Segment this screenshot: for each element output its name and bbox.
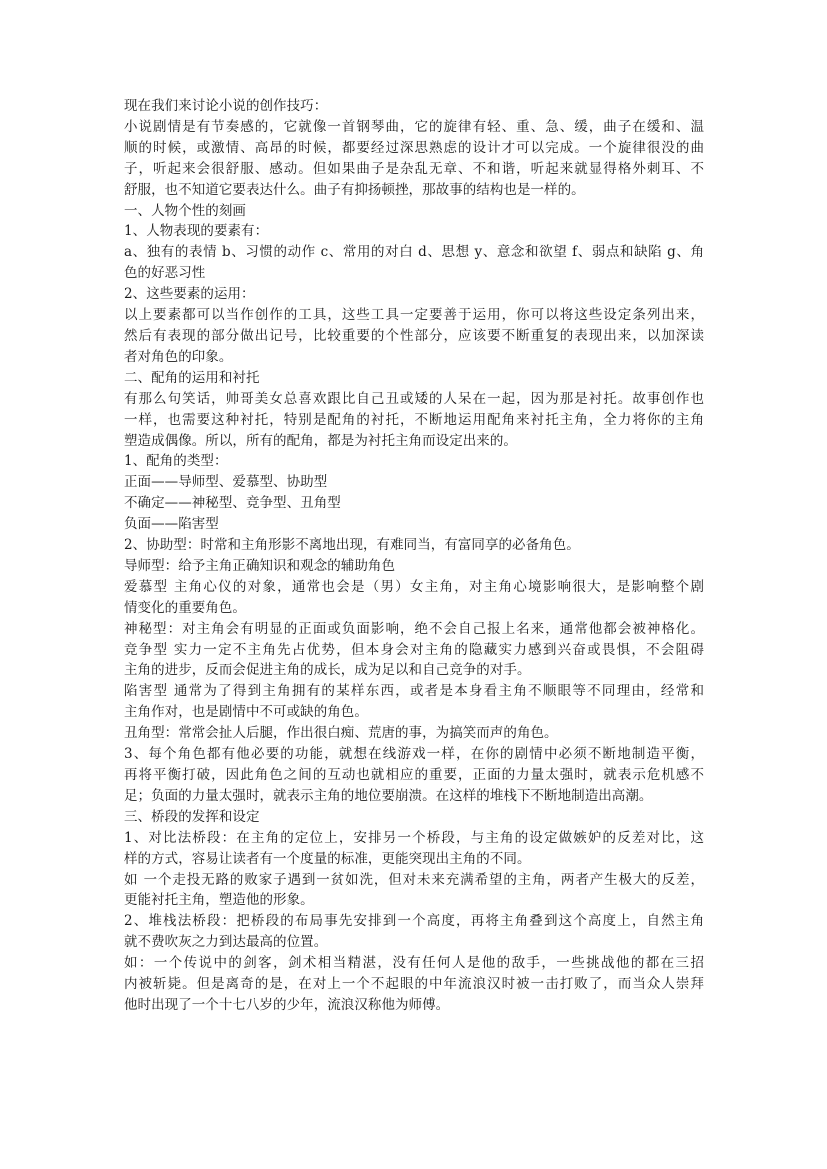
document-body [124, 96, 704, 1016]
text-line: 塑造成偶像。所以，所有的配角，都是为衬托主角而设定出来的。 [124, 432, 517, 449]
text-line: 不确定——神秘型、竞争型、丑角型 [124, 495, 341, 512]
text-line: 有那么句笑话，帅哥美女总喜欢跟比自己丑或矮的人呆在一起，因为那是衬托。故事创作也 [124, 390, 704, 407]
text-line: 就不费吹灰之力到达最高的位置。 [124, 934, 328, 951]
text-line: 神秘型：对主角会有明显的正面或负面影响，绝不会自己报上名来，通常他都会被神格化。 [124, 620, 704, 637]
text-line: 子，听起来会很舒服、感动。但如果曲子是杂乱无章、不和谐，听起来就显得格外刺耳、不 [124, 160, 704, 177]
text-line: 2、这些要素的运用： [124, 286, 255, 303]
text-line: 爱慕型 主角心仪的对象，通常也会是（男）女主角，对主角心境影响很大，是影响整个剧 [124, 578, 704, 595]
text-line: 1、对比法桥段：在主角的定位上，安排另一个桥段，与主角的设定做嫉妒的反差对比，这 [124, 829, 704, 846]
text-line: 更能衬托主角，塑造他的形象。 [124, 892, 314, 909]
text-line: 再将平衡打破，因此角色之间的互动也就相应的重要，正面的力量太强时，就表示危机感不 [124, 767, 704, 783]
text-line: 一、人物个性的刻画 [124, 202, 246, 219]
text-line: 然后有表现的部分做出记号，比较重要的个性部分，应该要不断重复的表现出来，以加深读 [124, 327, 704, 344]
text-line: 3、每个角色都有他必要的功能，就想在线游戏一样，在你的剧情中必须不断地制造平衡， [124, 746, 704, 763]
text-line: 他时出现了一个十七八岁的少年，流浪汉称他为师傅。 [124, 996, 450, 1013]
text-line: 小说剧情是有节奏感的，它就像一首钢琴曲，它的旋律有轻、重、急、缓，曲子在缓和、温 [124, 118, 704, 135]
text-line: 1、人物表现的要素有： [124, 223, 269, 240]
text-line: 如：一个传说中的剑客，剑术相当精湛，没有任何人是他的敌手，一些挑战他的都在三招 [124, 955, 704, 972]
text-line: 顺的时候，或激情、高昂的时候，都要经过深思熟虑的设计才可以完成。一个旋律很没的曲 [124, 139, 704, 156]
text-line: 情变化的重要角色。 [124, 599, 246, 616]
text-line: 色的好恶习性 [124, 265, 206, 282]
text-line: 三、桥段的发挥和设定 [124, 808, 260, 825]
text-line: 丑角型：常常会扯人后腿，作出很白痴、荒唐的事，为搞笑而声的角色。 [124, 725, 558, 742]
text-line: 者对角色的印象。 [124, 348, 233, 365]
text-line: 现在我们来讨论小说的创作技巧： [124, 98, 328, 114]
text-line: 负面——陷害型 [124, 516, 219, 533]
text-line: 主角作对，也是剧情中不可或缺的角色。 [124, 704, 368, 721]
text-line: 舒服，也不知道它要表达什么。曲子有抑扬顿挫，那故事的结构也是一样的。 [124, 181, 585, 198]
text-line: 正面——导师型、爱慕型、协助型 [124, 474, 328, 491]
text-line: 样的方式，容易让读者有一个度量的标准，更能突现出主角的不同。 [124, 850, 531, 867]
text-line: 主角的进步，反而会促进主角的成长，成为足以和自己竞争的对手。 [124, 662, 531, 679]
text-line: 足；负面的力量太强时，就表示主角的地位要崩溃。在这样的堆栈下不断地制造出高潮。 [124, 787, 653, 804]
text-line: a、独有的表情 b、习惯的动作 c、常用的对白 d、思想 y、意念和欲望 f、弱点和缺陷 g、角 [124, 244, 704, 261]
text-line: 如 一个走投无路的败家子遇到一贫如洗，但对未来充满希望的主角，两者产生极大的反差， [124, 871, 704, 888]
text-line: 2、堆栈法桥段：把桥段的布局事先安排到一个高度，再将主角叠到这个高度上，自然主角 [124, 913, 704, 930]
text-line: 陷害型 通常为了得到主角拥有的某样东西，或者是本身看主角不顺眼等不同理由，经常和 [124, 683, 704, 700]
text-line: 2、协助型：时常和主角形影不离地出现，有难同当，有富同享的必备角色。 [124, 537, 580, 554]
text-line: 导师型：给予主角正确知识和观念的辅助角色 [124, 557, 395, 574]
text-line: 竞争型 实力一定不主角先占优势，但本身会对主角的隐藏实力感到兴奋或畏惧，不会阻碍 [124, 641, 704, 658]
text-line: 以上要素都可以当作创作的工具，这些工具一定要善于运用，你可以将这些设定条列出来， [124, 307, 704, 324]
text-line: 1、配角的类型： [124, 453, 228, 470]
text-line: 一样，也需要这种衬托，特别是配角的衬托，不断地运用配角来衬托主角，全力将你的主角 [124, 411, 704, 428]
text-line: 内被斩毙。但是离奇的是，在对上一个不起眼的中年流浪汉时被一击打败了，而当众人崇拜 [124, 976, 704, 993]
text-line: 二、配角的运用和衬托 [124, 369, 260, 386]
